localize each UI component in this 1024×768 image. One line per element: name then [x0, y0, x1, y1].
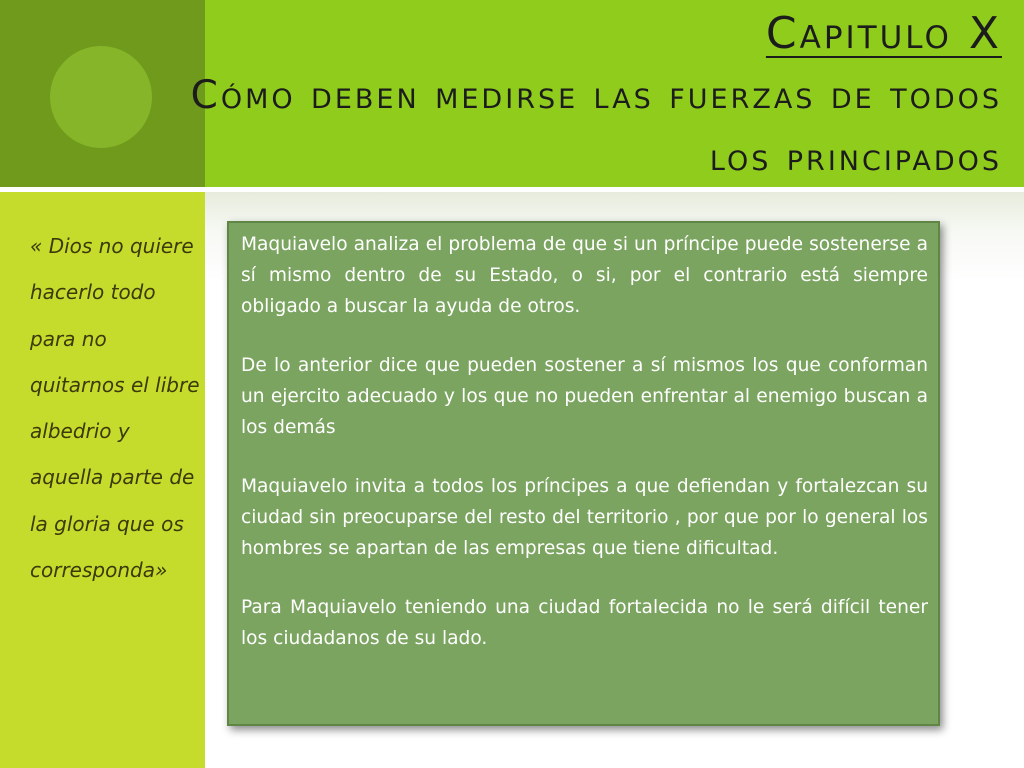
title-line-2: los principados: [709, 135, 1002, 180]
content-box: [227, 221, 940, 726]
paragraph-2: De lo anterior dice que pueden sostener a sí mismos los que conforman un ejercito adecuado y los que no pueden enfrentar al enemigo buscan a los demás: [241, 355, 928, 438]
paragraph-1: Maquiavelo analiza el problema de que si un príncipe puede sostenerse a sí mismo dentro de su Estado, o si, por el contrario está siempre obligado a buscar la ayuda de otros.: [241, 234, 928, 317]
paragraph-4: Para Maquiavelo teniendo una ciudad fortalecida no le será difícil tener los ciudadanos de su lado.: [241, 597, 928, 649]
title-line-1: Cómo deben medirse las fuerzas de todos: [190, 73, 1002, 118]
slide-title: [22, 0, 1002, 189]
sidebar-quote: « Dios no quiere hacerlo todo para no quitarnos el libre albedrio y aquella parte de la gloria que os corresponda»: [30, 234, 200, 583]
paragraph-3: Maquiavelo invita a todos los príncipes a que defiendan y fortalezcan su ciudad sin preocuparse del resto del territorio , por que por lo general los hombres se apartan de las empresas que tiene dificultad.: [241, 476, 928, 559]
content-text: [241, 229, 928, 682]
chapter-heading: Capitulo X: [765, 8, 1002, 59]
